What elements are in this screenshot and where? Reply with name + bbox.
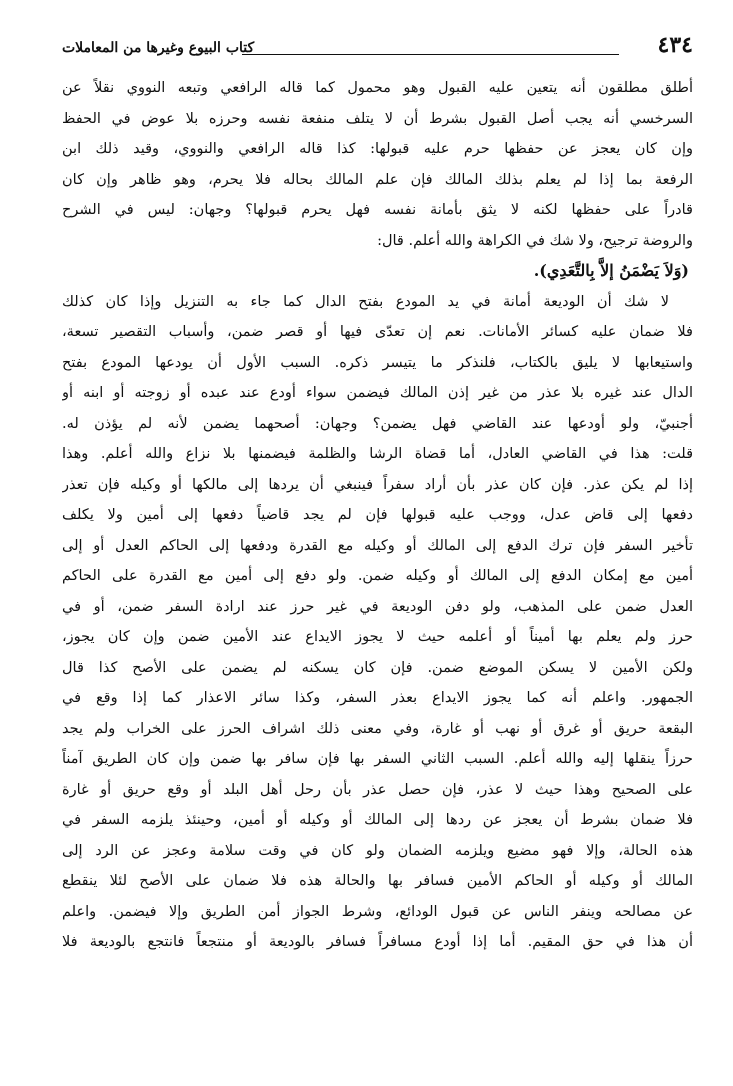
text-line: المالك أو وكيله أو الحاكم الأمين فسافر بها والحالة هذه فلا ضمان على الأصح لئلا ينقطع bbox=[62, 873, 693, 889]
text-line: والروضة ترجيح، ولا شك في الكراهة والله أعلم. قال: bbox=[377, 232, 693, 249]
text-line: حرز ولم يعلم بها أميناً أو أعلمه حيث لا يجوز الايداع عند الأمين ضمن وإن كان يجوز، bbox=[62, 629, 693, 645]
header-rule bbox=[242, 54, 619, 55]
text-line: تأخير السفر فإن ترك الدفع إلى المالك أو وكيله مع القدرة ودفعها إلى الحاكم العدل أو إلى bbox=[62, 537, 693, 554]
text-line: الجمهور. واعلم أنه كما يجوز الايداع بعذر السفر، وكذا سائر الاعذار كما إذا وقع في bbox=[62, 690, 693, 706]
text-line: لا شك أن الوديعة أمانة في يد المودع بفتح الدال كما جاء به التنزيل وإذا كان كذلك bbox=[62, 293, 669, 310]
text-line: أطلق مطلقون أنه يتعين عليه القبول وهو محمول كما قاله الرافعي وتبعه النووي نقلاً عن bbox=[62, 80, 693, 96]
text-line: قلت: هذا في القاضي العادل، أما قضاة الرشا والظلمة فيضمنها بلا نزاع والله أعلم. وهذا bbox=[62, 446, 693, 462]
text-line: وإن كان يعجز عن حفظها حرم عليه قبولها: كذا قاله الرافعي والنووي، وقيد ذلك ابن bbox=[62, 141, 693, 157]
text-line: أجنبيّ، ولو أودعها عند القاضي فهل يضمن؟ وجهان: أصحهما يضمن لأنه لم يؤذن له. bbox=[62, 415, 693, 432]
running-title: كتاب البيوع وغيرها من المعاملات bbox=[62, 40, 255, 56]
text-line: البقعة حريق أو غرق أو نهب أو غارة، وفي معنى ذلك اشراف الحرز على الخراب ولم يجد bbox=[62, 720, 693, 737]
body-text bbox=[62, 73, 693, 958]
text-line: دفعها إلى قاض عدل، ووجب عليه قبولها فإن لم يجد قاضياً دفعها إلى أمين ولا يكلف bbox=[62, 507, 693, 523]
matn-quote: (وَلاَ يَضْمَنُ إلاَّ بِالتَّعَدِي). bbox=[533, 261, 689, 280]
text-line: فلا ضمان بشرط أن يعجز عن ردها إلى المالك أو وكيله أو أمين، وحينئذ يلزمه السفر في bbox=[62, 812, 693, 828]
text-line: قادراً على حفظها لكنه لا يثق بأمانة نفسه فهل يحرم قبولها؟ وجهان: ليس في الشرح bbox=[62, 202, 693, 218]
text-line: أن هذا في حق المقيم. أما إذا أودع مسافراً فسافر بالوديعة أو منتجعاً فانتجع بالوديعة فلا bbox=[62, 934, 693, 950]
text-line: على الصحيح وهذا حيث لا عذر، فإن حصل عذر بأن رحل أهل البلد أو وقع حريق أو غارة bbox=[62, 781, 693, 798]
text-line: الرفعة بما إذا لم يعلم بذلك المالك فإن علم المالك بحاله فلا يحرم، وهو ظاهر وإن كان bbox=[62, 171, 693, 188]
text-line: حرزاً ينقلها إليه والله أعلم. السبب الثاني السفر بها فإن سافر بها ضمن وإن كان الطريق آمناً bbox=[62, 751, 693, 767]
text-line: السرخسي أنه يجب أصل القبول بشرط أن لا يتلف منفعة نفسه وحرزه بلا عوض في الحفظ bbox=[62, 110, 693, 127]
page-header bbox=[62, 30, 693, 70]
text-line: عن مصالحه وينفر الناس عن قبول الودائع، وشرط الجواز أمن الطريق وإلا فيضمن. واعلم bbox=[62, 903, 693, 920]
text-line: إذا لم يكن عذر. فإن كان عذر بأن أراد سفراً فينبغي أن يردها إلى مالكها أو وكيله فإن تعذر bbox=[62, 476, 693, 493]
text-line: هذه الحالة، وإلا فهو مضيع ويلزمه الضمان ولو كان في وقت سلامة وعجز عن الرد إلى bbox=[62, 842, 693, 859]
text-line: ولكن الأمين لا يسكن الموضع ضمن. فإن كان يسكنه لم يضمن على الأصح كذا قال bbox=[62, 659, 693, 676]
page-number: ٤٣٤ bbox=[657, 32, 693, 58]
text-line: فلا ضمان عليه كسائر الأمانات. نعم إن تعدّى فيها أو قصر ضمن، وأسباب التقصير تسعة، bbox=[62, 324, 693, 340]
text-line: العدل ضمن على المذهب، ولو دفن الوديعة في غير حرز عند ارادة السفر ضمن، أو في bbox=[62, 598, 693, 615]
text-line: أمين مع إمكان الدفع إلى المالك أو وكيله ضمن. ولو دفع إلى أمين مع القدرة على الحاكم bbox=[62, 568, 693, 584]
text-line: واستيعابها لا يليق بالكتاب، فلنذكر ما يتيسر ذكره. السبب الأول أن يودعها المودع بفتح bbox=[62, 354, 693, 371]
text-line: الدال عند غيره بلا عذر من غير إذن المالك فيضمن سواء أودع عند عبده أو زوجته أو ابنه أو bbox=[62, 385, 693, 401]
